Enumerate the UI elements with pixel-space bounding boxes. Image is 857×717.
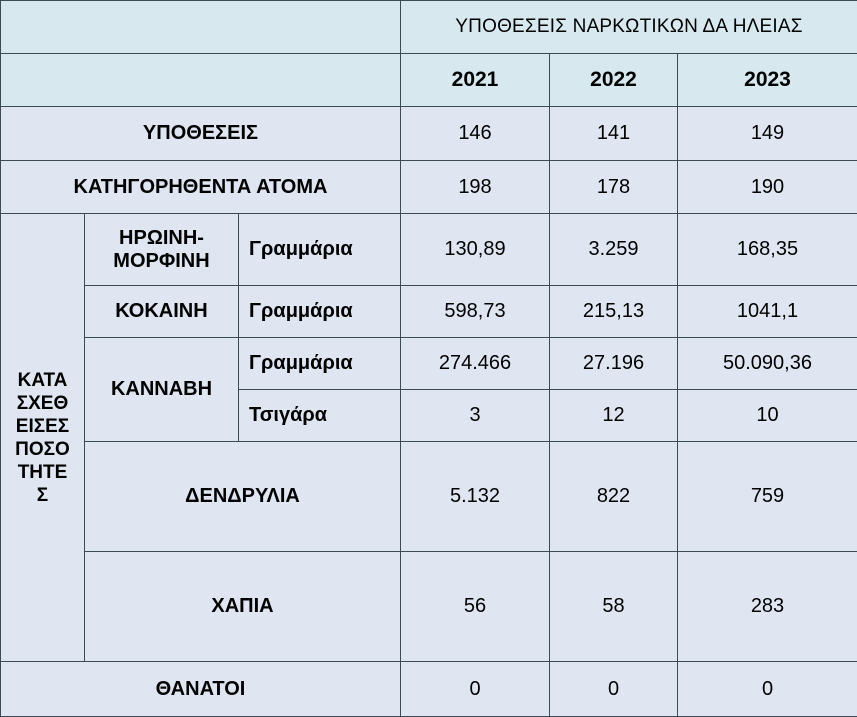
- cannabis-label: ΚΑΝΝΑΒΗ: [85, 338, 239, 442]
- header-corner-2: [1, 54, 401, 107]
- heroin-label-line1: ΗΡΩΙΝΗ-: [89, 227, 234, 250]
- accused-2023: 190: [678, 161, 857, 214]
- table-row: [1, 338, 857, 390]
- seized-quantities-label: [1, 214, 85, 662]
- cocaine-unit: Γραμμάρια: [239, 286, 401, 338]
- seized-label-line: ΕΙΣΕΣ: [5, 415, 80, 438]
- accused-2022: 178: [550, 161, 678, 214]
- plants-label: ΔΕΝΔΡΥΛΙΑ: [85, 442, 401, 552]
- plants-2023: 759: [678, 442, 857, 552]
- table-title: ΥΠΟΘΕΣΕΙΣ ΝΑΡΚΩΤΙΚΩΝ ΔΑ ΗΛΕΙΑΣ: [401, 1, 857, 54]
- heroin-unit: Γραμμάρια: [239, 214, 401, 286]
- heroin-2022: 3.259: [550, 214, 678, 286]
- cannabis-cigarettes-2021: 3: [401, 390, 550, 442]
- pills-label: ΧΑΠΙΑ: [85, 552, 401, 662]
- seized-label-line: ΠΟΣΟ: [5, 438, 80, 461]
- year-2021-header: 2021: [401, 54, 550, 107]
- deaths-2022: 0: [550, 662, 678, 717]
- cannabis-cigarettes-unit: Τσιγάρα: [239, 390, 401, 442]
- deaths-2023: 0: [678, 662, 857, 717]
- cannabis-grams-2022: 27.196: [550, 338, 678, 390]
- cases-2022: 141: [550, 107, 678, 161]
- heroin-2023: 168,35: [678, 214, 857, 286]
- table-row: [1, 552, 857, 662]
- cases-2021: 146: [401, 107, 550, 161]
- plants-2021: 5.132: [401, 442, 550, 552]
- cannabis-grams-unit: Γραμμάρια: [239, 338, 401, 390]
- table-row: [1, 107, 857, 161]
- seized-label-line: ΚΑΤΑ: [5, 369, 80, 392]
- seized-label-line: Σ: [5, 484, 80, 507]
- heroin-2021: 130,89: [401, 214, 550, 286]
- heroin-label: [85, 214, 239, 286]
- cocaine-2021: 598,73: [401, 286, 550, 338]
- cocaine-2023: 1041,1: [678, 286, 857, 338]
- pills-2021: 56: [401, 552, 550, 662]
- heroin-label-line2: ΜΟΡΦΙΝΗ: [89, 250, 234, 273]
- cases-2023: 149: [678, 107, 857, 161]
- table-row: [1, 662, 857, 717]
- pills-2022: 58: [550, 552, 678, 662]
- cocaine-2022: 215,13: [550, 286, 678, 338]
- plants-2022: 822: [550, 442, 678, 552]
- cases-label: ΥΠΟΘΕΣΕΙΣ: [1, 107, 401, 161]
- cannabis-cigarettes-2023: 10: [678, 390, 857, 442]
- accused-2021: 198: [401, 161, 550, 214]
- deaths-2021: 0: [401, 662, 550, 717]
- cannabis-cigarettes-2022: 12: [550, 390, 678, 442]
- year-2022-header: 2022: [550, 54, 678, 107]
- seized-label-line: ΣΧΕΘ: [5, 392, 80, 415]
- seized-label-line: ΤΗΤΕ: [5, 461, 80, 484]
- header-corner: [1, 1, 401, 54]
- accused-label: ΚΑΤΗΓΟΡΗΘΕΝΤΑ ΑΤΟΜΑ: [1, 161, 401, 214]
- cocaine-label: ΚΟΚΑΙΝΗ: [85, 286, 239, 338]
- table-row: [1, 161, 857, 214]
- table-row: [1, 286, 857, 338]
- pills-2023: 283: [678, 552, 857, 662]
- table-row: [1, 214, 857, 286]
- table-row: [1, 442, 857, 552]
- deaths-label: ΘΑΝΑΤΟΙ: [1, 662, 401, 717]
- year-2023-header: 2023: [678, 54, 857, 107]
- cannabis-grams-2021: 274.466: [401, 338, 550, 390]
- cannabis-grams-2023: 50.090,36: [678, 338, 857, 390]
